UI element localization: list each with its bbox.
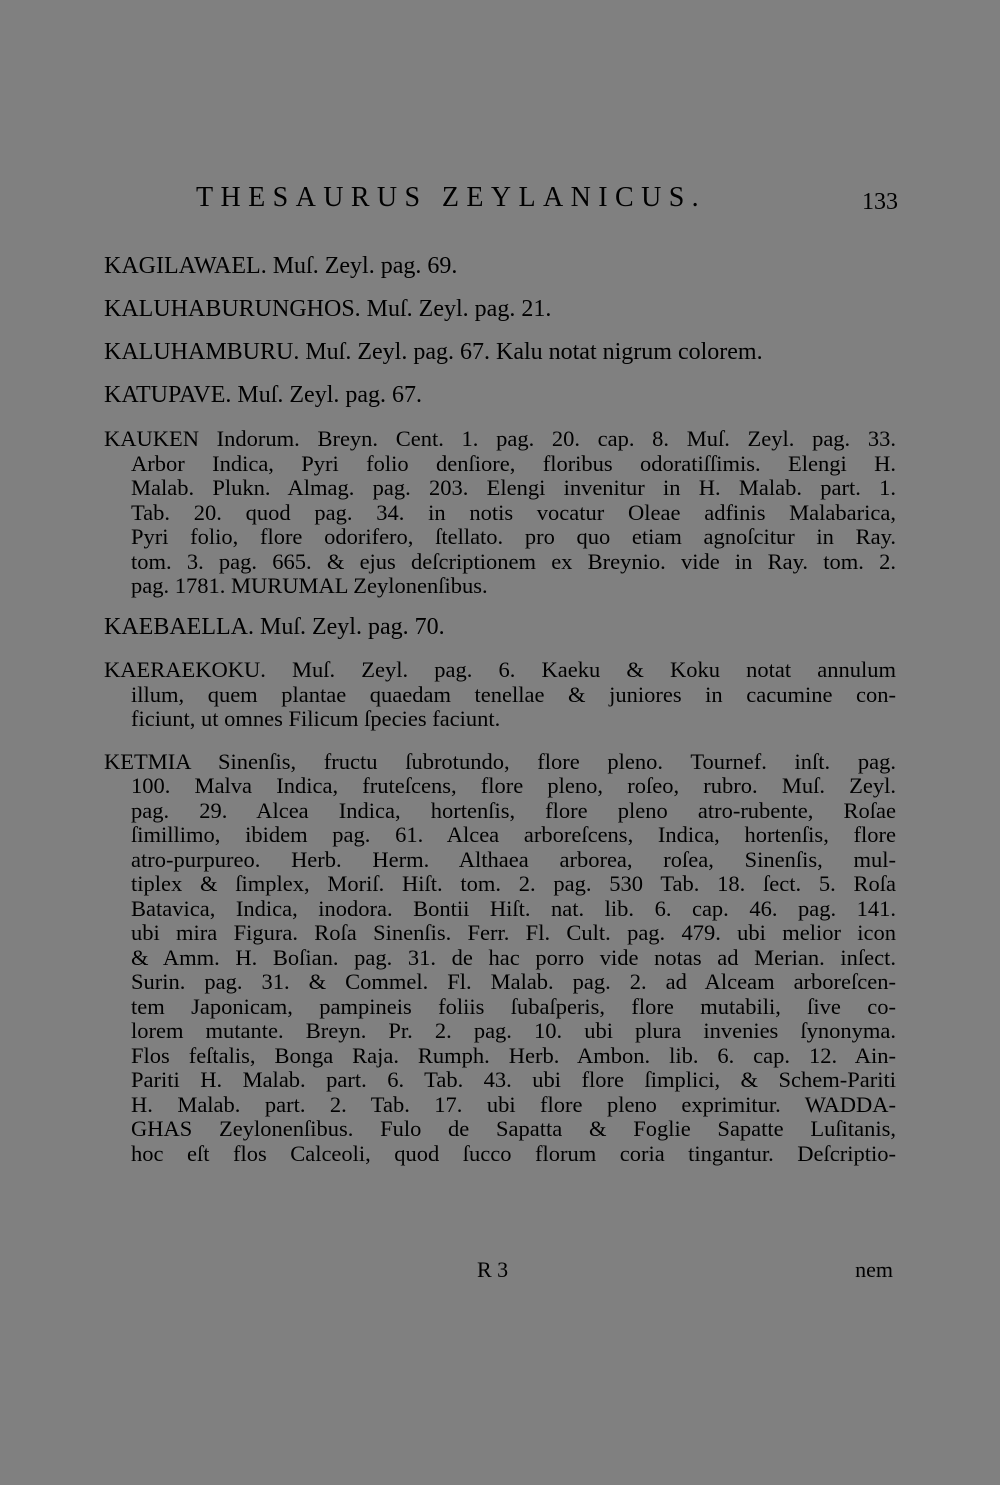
- entry-line: tem Japonicam, pampineis foliis ſubaſperis, flore mutabili, ſive co-: [131, 993, 896, 1019]
- entry-line: Batavica, Indica, inodora. Bontii Hiſt. nat. lib. 6. cap. 46. pag. 141.: [131, 895, 896, 921]
- entry-kaebaella: [104, 615, 896, 640]
- page-footer: [131, 1257, 893, 1297]
- entry-line: KATUPAVE. Muſ. Zeyl. pag. 67.: [104, 382, 423, 408]
- entry-line: Malab. Plukn. Almag. pag. 203. Elengi invenitur in H. Malab. part. 1.: [131, 475, 896, 500]
- entry-kauken: [104, 427, 896, 599]
- entry-kaluhaburunghos: [104, 297, 896, 322]
- entry-line: Arbor Indica, Pyri folio denſiore, floribus odoratiſſimis. Elengi H.: [131, 450, 896, 476]
- running-header: [0, 182, 1000, 222]
- page-number: 133: [862, 189, 898, 215]
- entry-line: KAGILAWAEL. Muſ. Zeyl. pag. 69.: [104, 253, 458, 279]
- entry-kaeraekoku: [104, 658, 896, 732]
- running-title: THESAURUS ZEYLANICUS.: [196, 182, 707, 213]
- entry-line: tiplex & ſimplex, Moriſ. Hiſt. tom. 2. pag. 530 Tab. 18. ſect. 5. Roſa: [131, 871, 896, 896]
- entry-kaluhamburu: [104, 340, 896, 365]
- entry-line: KETMIA Sinenſis, fructu ſubrotundo, flore pleno. Tournef. inſt. pag.: [104, 748, 896, 774]
- dictionary-entries: [104, 254, 896, 1166]
- entry-line: Tab. 20. quod pag. 34. in notis vocatur Oleae adfinis Malabarica,: [131, 499, 896, 525]
- entry-ketmia: [104, 750, 896, 1167]
- entry-line: hoc eſt flos Calceoli, quod ſucco florum coria tingantur. Deſcriptio-: [131, 1140, 896, 1166]
- entry-line: KAEBAELLA. Muſ. Zeyl. pag. 70.: [104, 614, 445, 640]
- catchword: nem: [855, 1257, 893, 1282]
- entry-katupave: [104, 383, 896, 408]
- entry-line: ſimillimo, ibidem pag. 61. Alcea arboreſcens, Indica, hortenſis, flore: [131, 822, 896, 847]
- entry-line: lorem mutante. Breyn. Pr. 2. pag. 10. ubi plura invenies ſynonyma.: [131, 1018, 896, 1043]
- entry-line: ficiunt, ut omnes Filicum ſpecies faciunt.: [131, 706, 501, 731]
- entry-line: 100. Malva Indica, fruteſcens, flore pleno, roſeo, rubro. Muſ. Zeyl.: [131, 773, 896, 798]
- entry-line: tom. 3. pag. 665. & ejus deſcriptionem ex Breynio. vide in Ray. tom. 2.: [131, 548, 896, 574]
- signature-mark: R 3: [477, 1257, 509, 1282]
- entry-line: atro-purpureo. Herb. Herm. Althaea arborea, roſea, Sinenſis, mul-: [131, 846, 896, 872]
- entry-line: Pariti H. Malab. part. 6. Tab. 43. ubi flore ſimplici, & Schem-Pariti: [131, 1067, 896, 1092]
- entry-line: Pyri folio, flore odorifero, ſtellato. pro quo etiam agnoſcitur in Ray.: [131, 524, 896, 549]
- entry-line: KAUKEN Indorum. Breyn. Cent. 1. pag. 20. cap. 8. Muſ. Zeyl. pag. 33.: [104, 426, 896, 451]
- entry-line: KALUHABURUNGHOS. Muſ. Zeyl. pag. 21.: [104, 296, 552, 322]
- entry-line: pag. 1781. MURUMAL Zeylonenſibus.: [131, 573, 488, 598]
- entry-line: Surin. pag. 31. & Commel. Fl. Malab. pag. 2. ad Alceam arboreſcen-: [131, 969, 896, 994]
- entry-line: GHAS Zeylonenſibus. Fulo de Sapatta & Foglie Sapatte Luſitanis,: [131, 1116, 896, 1141]
- entry-line: & Amm. H. Boſian. pag. 31. de hac porro vide notas ad Merian. inſect.: [131, 944, 896, 970]
- entry-line: Flos feſtalis, Bonga Raja. Rumph. Herb. Ambon. lib. 6. cap. 12. Ain-: [131, 1042, 896, 1068]
- entry-line: ubi mira Figura. Roſa Sinenſis. Ferr. Fl. Cult. pag. 479. ubi melior icon: [131, 920, 896, 945]
- entry-line: KALUHAMBURU. Muſ. Zeyl. pag. 67. Kalu notat nigrum colorem.: [104, 339, 763, 365]
- entry-line: pag. 29. Alcea Indica, hortenſis, flore pleno atro-rubente, Roſae: [131, 797, 896, 823]
- entry-line: H. Malab. part. 2. Tab. 17. ubi flore pleno exprimitur. WADDA-: [131, 1091, 896, 1117]
- entry-line: illum, quem plantae quaedam tenellae & juniores in cacumine con-: [131, 681, 896, 707]
- entry-line: KAERAEKOKU. Muſ. Zeyl. pag. 6. Kaeku & Koku notat annulum: [104, 657, 896, 682]
- entry-kagilawael: [104, 254, 896, 279]
